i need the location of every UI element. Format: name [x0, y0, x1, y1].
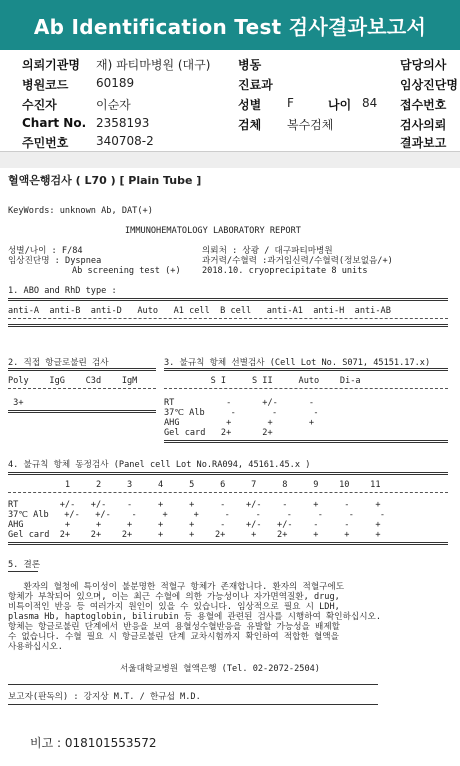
- label-doctor: 담당의사: [400, 58, 447, 72]
- label-sex: 성별: [238, 98, 262, 112]
- label-clinical-dx: 임상진단명: [400, 78, 458, 92]
- label-requesting-org: 의뢰기관명: [22, 58, 80, 72]
- label-specimen: 검체: [238, 118, 262, 132]
- label-hospital-code: 병원코드: [22, 78, 69, 92]
- label-chart-no: Chart No.: [22, 116, 87, 130]
- conclusion-line-2: 항체가 부착되어 있으며, 이는 최근 수혈에 의한 가능성이나 자가면역질환, drug,: [8, 592, 340, 602]
- patient-info-panel: [0, 50, 460, 152]
- sec2-rule-top: [8, 368, 156, 371]
- sec2-title: 2. 직접 항글로불린 검사: [8, 358, 109, 368]
- sec1-rule-mid: [8, 318, 448, 319]
- label-result-report: 결과보고: [400, 136, 447, 150]
- label-test-requested: 검사의뢰: [400, 118, 447, 132]
- sec3-rule-bottom: [164, 440, 448, 443]
- history: 과거력/수혈력 :과거임신력/수혈력(정보없음/+): [202, 256, 393, 266]
- conclusion-line-5: 항체는 항글로불린 단계에서 반응을 보여 용혈성수혈반응을 유발할 가능성을 배제할: [8, 622, 340, 632]
- patient-diagnosis: 임상진단명 : Dyspnea: [8, 256, 102, 266]
- value-requesting-org: 재) 파티마병원 (대구): [96, 58, 211, 72]
- sec1-rule-bottom: [8, 324, 448, 327]
- section-separator: [0, 152, 460, 168]
- remark: 비고 : 018101553572: [30, 736, 157, 750]
- label-department: 진료과: [238, 78, 273, 92]
- sec1-title: 1. ABO and RhD type :: [8, 286, 117, 296]
- conclusion-line-1: 환자의 혈청에 특이성이 불분명한 적혈구 항체가 존재합니다. 환자의 적혈구에도: [8, 582, 345, 592]
- sec4-title: 4. 불규칙 항체 동정검사 (Panel cell Lot No.RA094, 45161.45.x ): [8, 460, 311, 470]
- sec4-header: 1 2 3 4 5 6 7 8 9 10 11: [8, 480, 381, 490]
- value-hospital-code: 60189: [96, 76, 135, 90]
- sec4-rule-bottom: [8, 542, 448, 545]
- value-patient: 이순자: [96, 98, 131, 112]
- patient-screen-result: Ab screening test (+): [72, 266, 181, 276]
- sec3-title: 3. 불규칙 항체 선별검사 (Cell Lot No. S071, 45151.17.x): [164, 358, 431, 368]
- value-specimen: 복수검체: [287, 118, 334, 132]
- sec4-rule-mid: [8, 492, 448, 493]
- sec2-header: Poly IgG C3d IgM: [8, 376, 138, 386]
- conclusion-line-4: plasma Hb, haptoglobin, bilirubin 등 용혈에 관련된 검사를 시행하여 확인하십시오.: [8, 612, 381, 622]
- sec3-rule-top: [164, 368, 448, 371]
- label-resident-no: 주민번호: [22, 136, 69, 150]
- keywords: KeyWords: unknown Ab, DAT(+): [8, 206, 153, 216]
- sec1-header: anti-A anti-B anti-D Auto A1 cell B cell anti-A1 anti-H anti-AB: [8, 306, 391, 316]
- sec3-row-rt: RT - +/- -: [164, 398, 315, 408]
- value-chart-no: 2358193: [96, 116, 150, 130]
- sec3-row-37alb: 37℃ Alb - - -: [164, 408, 319, 418]
- sec5-rule: [8, 571, 38, 572]
- conclusion-line-3: 비특이적인 반응 등 여러가지 원인이 있을 수 있습니다. 임상적으로 필요 시 LDH,: [8, 602, 340, 612]
- history-detail: 2018.10. cryoprecipitate 8 units: [202, 266, 368, 276]
- label-accession-no: 접수번호: [400, 98, 447, 112]
- sec5-title: 5. 결론: [8, 560, 41, 570]
- sec4-rule-top: [8, 472, 448, 475]
- report-header: [0, 0, 460, 50]
- value-age: 84: [362, 96, 378, 110]
- sec4-row-37alb: 37℃ Alb +/- +/- - + + - - - - - -: [8, 510, 385, 520]
- patient-sex-age: 성별/나이 : F/84: [8, 246, 83, 256]
- sec3-row-gelcard: Gel card 2+ 2+: [164, 428, 273, 438]
- reporter-rule-bottom: [8, 704, 378, 705]
- sec3-header: S I S II Auto Di-a: [164, 376, 361, 386]
- hospital-line: 서울대학교병원 혈액은행 (Tel. 02-2072-2504): [120, 664, 320, 674]
- conclusion-line-7: 사용하십시오.: [8, 642, 63, 652]
- value-resident-no: 340708-2: [96, 134, 154, 148]
- sec4-row-ahg: AHG + + + + + - +/- +/- - - +: [8, 520, 381, 530]
- referral-source: 의뢰처 : 상광 / 대구파티마병원: [202, 246, 333, 256]
- conclusion-line-6: 수 없습니다. 수혈 필요 시 항글로불린 단계 교차시험까지 확인하여 적합한 혈액을: [8, 632, 339, 642]
- report-section-title: 혈액은행검사 ( L70 ) [ Plain Tube ]: [8, 174, 202, 187]
- label-ward: 병동: [238, 58, 262, 72]
- lab-report-title: IMMUNOHEMATOLOGY LABORATORY REPORT: [125, 226, 301, 236]
- label-patient: 수진자: [22, 98, 57, 112]
- sec2-rule-mid: [8, 388, 156, 389]
- reporter-line: 보고자(판독의) : 강지상 M.T. / 한규섭 M.D.: [8, 692, 201, 702]
- sec2-rule-bottom: [8, 410, 156, 413]
- label-age: 나이: [328, 98, 352, 112]
- sec4-row-gelcard: Gel card 2+ 2+ 2+ + + 2+ + 2+ + + +: [8, 530, 381, 540]
- reporter-rule-top: [8, 684, 378, 685]
- sec2-values: 3+: [8, 398, 24, 408]
- sec3-row-ahg: AHG + + +: [164, 418, 315, 428]
- sec4-row-rt: RT +/- +/- - + + - +/- - + - +: [8, 500, 381, 510]
- value-sex: F: [287, 96, 294, 110]
- sec1-rule-top: [8, 298, 448, 301]
- scanned-report: [0, 168, 460, 766]
- report-title: Ab Identification Test 검사결과보고서: [33, 14, 427, 39]
- sec3-rule-mid: [164, 388, 448, 389]
